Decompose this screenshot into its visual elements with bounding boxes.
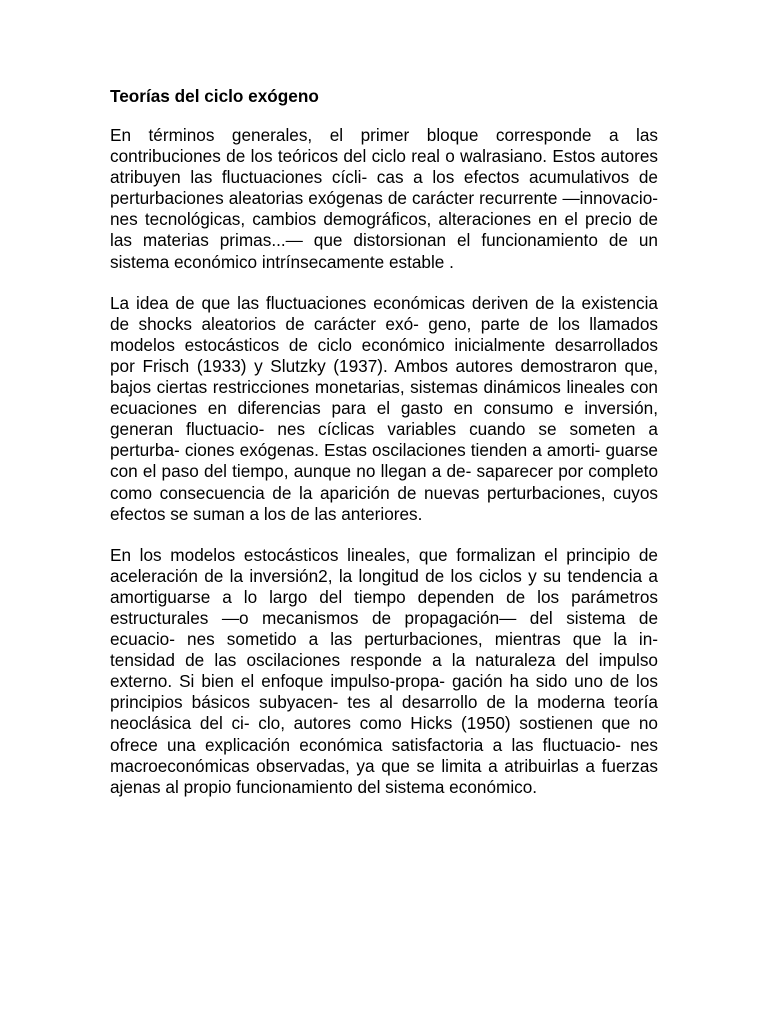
paragraph: En los modelos estocásticos lineales, que formalizan el principio de aceleración de la inversión2, la longitud de los ciclos y su tendencia a amortiguarse a lo largo del tiempo dependen de los parámetros estructurales —o mecanismos de propagación— del sistema de ecuacio- nes sometido a las perturbaciones, mientras que la in- tensidad de las oscilaciones responde a la naturaleza del impulso externo. Si bien el enfoque impulso-propa- gación ha sido uno de los principios básicos subyacen- tes al desarrollo de la moderna teoría neoclásica del ci- clo, autores como Hicks (1950) sostienen que no ofrece una explicación económica satisfactoria a las fluctuacio- nes macroeconómicas observadas, ya que se limita a atribuirlas a fuerzas ajenas al propio funcionamiento del sistema económico. xyxy=(110,544,658,797)
paragraph: En términos generales, el primer bloque corresponde a las contribuciones de los teóricos del ciclo real o walrasiano. Estos autores atribuyen las fluctuaciones cícli- cas a los efectos acumulativos de perturbaciones aleatorias exógenas de carácter recurrente —innovacio- nes tecnológicas, cambios demográficos, alteraciones en el precio de las materias primas...— que distorsionan el funcionamiento de un sistema económico intrínsecamente estable . xyxy=(110,125,658,272)
paragraph: La idea de que las fluctuaciones económicas deriven de la existencia de shocks aleatorios de carácter exó- geno, parte de los llamados modelos estocásticos de ciclo económico inicialmente desarrollados por Frisch (1933) y Slutzky (1937). Ambos autores demostraron que, bajos ciertas restricciones monetarias, sistemas dinámicos lineales con ecuaciones en diferencias para el gasto en consumo e inversión, generan fluctuacio- nes cíclicas variables cuando se someten a perturba- ciones exógenas. Estas oscilaciones tienden a amorti- guarse con el paso del tiempo, aunque no llegan a de- saparecer por completo como consecuencia de la aparición de nuevas perturbaciones, cuyos efectos se suman a los de las anteriores. xyxy=(110,292,658,524)
document-page xyxy=(110,86,658,818)
section-title: Teorías del ciclo exógeno xyxy=(110,86,319,106)
